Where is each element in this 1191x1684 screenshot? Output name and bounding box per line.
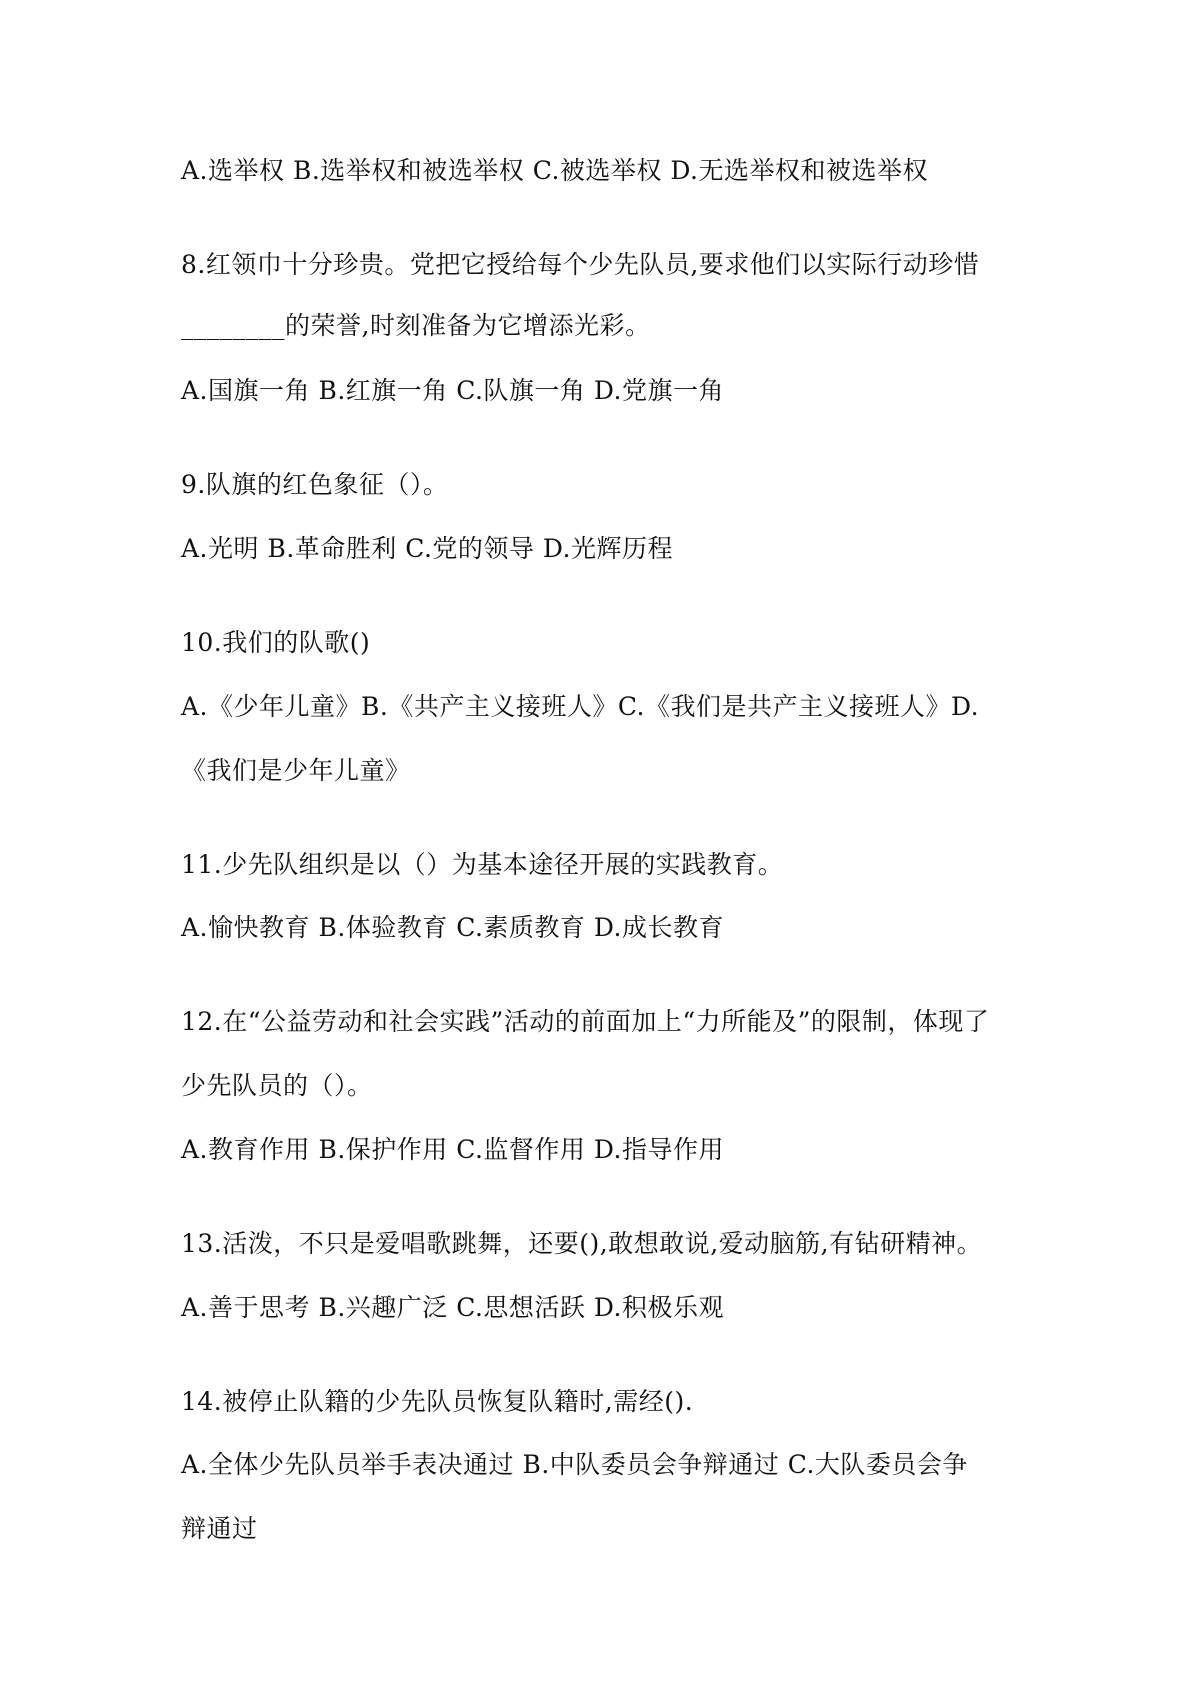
- q14-stem: 14.被停止队籍的少先队员恢复队籍时,需经().: [181, 1387, 694, 1416]
- q14-options-line1: A.全体少先队员举手表决通过 B.中队委员会争辩通过 C.大队委员会争: [181, 1450, 968, 1479]
- q10-options-line1: A.《少年儿童》B.《共产主义接班人》C.《我们是共产主义接班人》D.: [181, 692, 980, 721]
- q10-stem: 10.我们的队歌(): [181, 628, 371, 657]
- q12-options: A.教育作用 B.保护作用 C.监督作用 D.指导作用: [181, 1135, 724, 1164]
- q12-stem-line2: 少先队员的（）。: [181, 1071, 373, 1100]
- q8-options: A.国旗一角 B.红旗一角 C.队旗一角 D.党旗一角: [181, 376, 724, 405]
- q14-options-line2: 辩通过: [181, 1514, 258, 1543]
- q9-stem: 9.队旗的红色象征（）。: [181, 470, 449, 499]
- q13-options: A.善于思考 B.兴趣广泛 C.思想活跃 D.积极乐观: [181, 1293, 724, 1322]
- q11-options: A.愉快教育 B.体验教育 C.素质教育 D.成长教育: [181, 913, 724, 942]
- q9-options: A.光明 B.革命胜利 C.党的领导 D.光辉历程: [181, 534, 673, 563]
- q8-stem-line1: 8.红领巾十分珍贵。党把它授给每个少先队员,要求他们以实际行动珍惜: [181, 250, 980, 279]
- q11-stem: 11.少先队组织是以（）为基本途径开展的实践教育。: [181, 850, 784, 879]
- q7-options: A.选举权 B.选举权和被选举权 C.被选举权 D.无选举权和被选举权: [181, 156, 928, 185]
- q12-stem-line1: 12.在“公益劳动和社会实践”活动的前面加上“力所能及”的限制，体现了: [181, 1007, 990, 1036]
- q10-options-line2: 《我们是少年儿童》: [181, 756, 411, 785]
- q13-stem: 13.活泼，不只是爱唱歌跳舞，还要(),敢想敢说,爱动脑筋,有钻研精神。: [181, 1229, 983, 1258]
- q8-stem-line2: ________的荣誉,时刻准备为它增添光彩。: [181, 311, 651, 340]
